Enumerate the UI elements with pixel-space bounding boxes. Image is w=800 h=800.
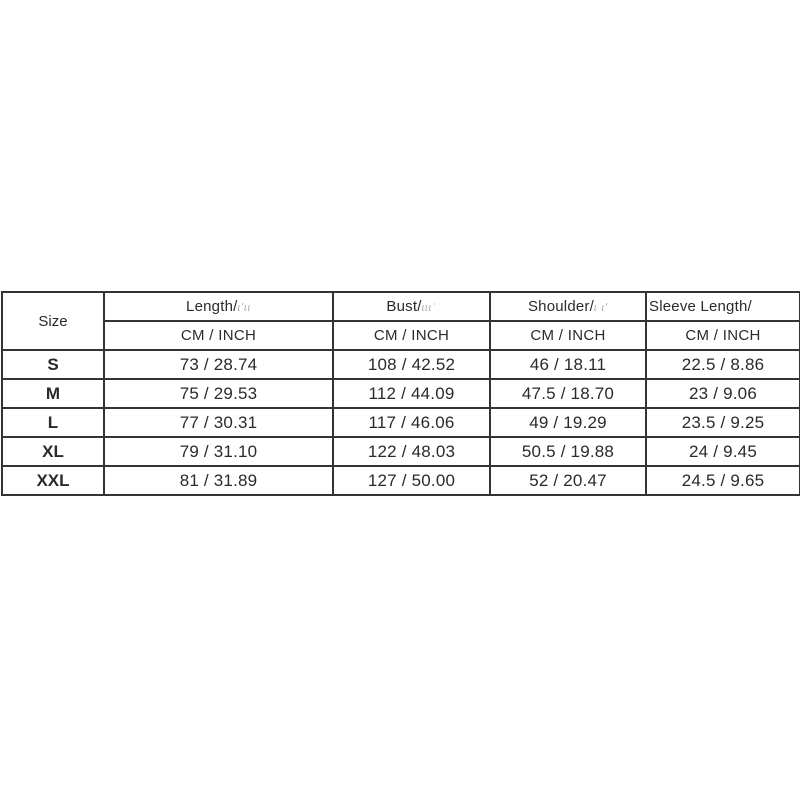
bust-value: 127 / 50.00 xyxy=(333,466,490,495)
length-value: 77 / 30.31 xyxy=(104,408,333,437)
size-label: S xyxy=(2,350,104,379)
sleeve-value: 23.5 / 9.25 xyxy=(646,408,800,437)
table-row xyxy=(2,466,800,495)
shoulder-value: 46 / 18.11 xyxy=(490,350,646,379)
sleeve-length-column-header xyxy=(646,292,800,321)
shoulder-unit-label: CM / INCH xyxy=(490,321,646,350)
bust-header-label: Bust/ xyxy=(386,298,422,315)
shoulder-header-label: Shoulder/ xyxy=(527,298,594,315)
sleeve-value: 22.5 / 8.86 xyxy=(646,350,800,379)
shoulder-value: 49 / 19.29 xyxy=(490,408,646,437)
length-value: 73 / 28.74 xyxy=(104,350,333,379)
size-chart-table xyxy=(1,291,800,496)
size-label: XL xyxy=(2,437,104,466)
length-header-label: Length/ xyxy=(186,298,238,315)
sleeve-value: 24.5 / 9.65 xyxy=(646,466,800,495)
shoulder-value: 52 / 20.47 xyxy=(490,466,646,495)
bust-column-header xyxy=(333,292,490,321)
length-unit-label: CM / INCH xyxy=(104,321,333,350)
table-row xyxy=(2,379,800,408)
bust-value: 108 / 42.52 xyxy=(333,350,490,379)
shoulder-header-garbled-text: ɩ ɩʹ xyxy=(593,302,609,314)
length-value: 81 / 31.89 xyxy=(104,466,333,495)
size-label: L xyxy=(2,408,104,437)
header-row-labels xyxy=(2,292,800,321)
table-row xyxy=(2,437,800,466)
length-value: 79 / 31.10 xyxy=(104,437,333,466)
bust-unit-label: CM / INCH xyxy=(333,321,490,350)
shoulder-value: 50.5 / 19.88 xyxy=(490,437,646,466)
bust-header-garbled-text: ɩɩɩʿ xyxy=(421,302,437,314)
table-row xyxy=(2,350,800,379)
bust-value: 122 / 48.03 xyxy=(333,437,490,466)
header-row-units xyxy=(2,321,800,350)
size-label: XXL xyxy=(2,466,104,495)
shoulder-column-header xyxy=(490,292,646,321)
table-row xyxy=(2,408,800,437)
sleeve-header-label: Sleeve Length/ xyxy=(649,298,752,315)
bust-value: 117 / 46.06 xyxy=(333,408,490,437)
bust-value: 112 / 44.09 xyxy=(333,379,490,408)
length-header-garbled-text: ɩʹɩɩ xyxy=(237,302,251,314)
shoulder-value: 47.5 / 18.70 xyxy=(490,379,646,408)
sleeve-unit-label: CM / INCH xyxy=(646,321,800,350)
size-column-header: Size xyxy=(2,292,104,350)
sleeve-value: 23 / 9.06 xyxy=(646,379,800,408)
length-column-header xyxy=(104,292,333,321)
length-value: 75 / 29.53 xyxy=(104,379,333,408)
size-label: M xyxy=(2,379,104,408)
sleeve-value: 24 / 9.45 xyxy=(646,437,800,466)
